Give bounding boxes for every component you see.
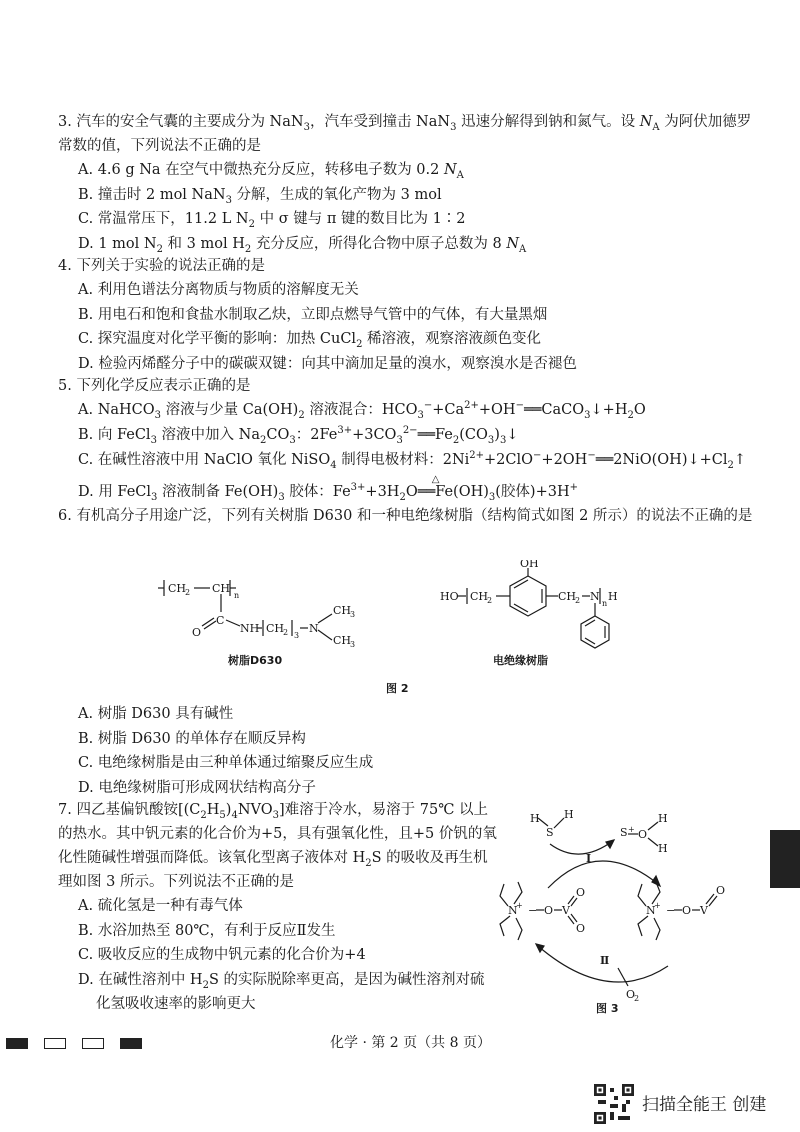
step-2-label: Ⅱ — [600, 954, 610, 967]
question-4-option-d: D. 检验丙烯醛分子中的碳碳双键：向其中滴加足量的溴水，观察溴水是否褪色 — [78, 355, 577, 372]
question-6-stem: 6. 有机高分子用途广泛，下列有关树脂 D630 和一种电绝缘树脂（结构简式如图 2 所示）的说法不正确的是 — [58, 508, 753, 524]
svg-text:3: 3 — [294, 631, 300, 640]
svg-text:2: 2 — [283, 628, 289, 637]
svg-text:O: O — [682, 904, 692, 917]
watermark-text: 扫描全能王 创建 — [642, 1095, 767, 1115]
svg-text:3: 3 — [350, 610, 356, 619]
qr-code-icon — [594, 1084, 634, 1124]
question-3-option-d: D. 1 mol $N_2$ 和 3 mol $H_2$ 充分反应，所得化合物中原子总数为 8 $N_A$ — [78, 235, 527, 255]
svg-text:CH: CH — [558, 590, 577, 603]
figure-2-caption: 图 2 — [386, 682, 409, 695]
svg-text:+: + — [628, 825, 635, 834]
question-5-option-b: B. 向 FeCl$_3$ 溶液中加入 $Na_2CO_3$：$2Fe^{3+}+3CO_3^{2-}══Fe_2(CO_3)_3↓$ — [78, 424, 519, 446]
svg-text:CH: CH — [333, 634, 352, 647]
question-7-option-c: C. 吸收反应的生成物中钒元素的化合价为+4 — [78, 947, 366, 963]
svg-text:+: + — [516, 901, 523, 910]
svg-text:V: V — [562, 904, 570, 917]
svg-text:OH: OH — [520, 560, 539, 570]
question-6-option-d: D. 电绝缘树脂可形成网状结构高分子 — [78, 779, 316, 796]
question-6-option-b: B. 树脂 D630 的单体存在顺反异构 — [78, 730, 306, 747]
svg-text:O: O — [192, 626, 202, 639]
svg-text:N: N — [590, 590, 600, 603]
mark-empty — [82, 1038, 104, 1049]
question-7-option-b: B. 水浴加热至 80℃，有利于反应Ⅱ发生 — [78, 922, 336, 939]
svg-text:3: 3 — [350, 640, 356, 648]
question-7-option-a: A. 硫化氢是一种有毒气体 — [78, 898, 243, 914]
registration-marks — [6, 1038, 142, 1049]
svg-text:N: N — [309, 622, 319, 635]
question-7 — [58, 798, 498, 1017]
svg-text:H: H — [658, 842, 668, 855]
question-4-option-b: B. 用电石和饱和食盐水制取乙炔，立即点燃导气管中的气体，有大量黑烟 — [78, 306, 548, 323]
step-1-label: Ⅰ — [586, 852, 592, 865]
question-4-option-a: A. 利用色谱法分离物质与物质的溶解度无关 — [78, 282, 359, 298]
resin-d630-label: 树脂D630 — [228, 654, 283, 667]
insulating-resin-label: 电绝缘树脂 — [493, 654, 548, 667]
question-3-option-a: A. 4.6 g Na 在空气中微热充分反应，转移电子数为 0.2 $N_A$ — [78, 162, 464, 181]
figure-3-caption: 图 3 — [596, 1002, 619, 1015]
question-6-option-a: A. 树脂 D630 具有碱性 — [78, 706, 234, 722]
svg-text:CH: CH — [470, 590, 489, 603]
svg-text:n: n — [234, 591, 240, 600]
question-3-option-c: C. 常温常压下，11.2 L $N_2$ 中 σ 键与 π 键的数目比为 1∶2 — [78, 211, 466, 230]
question-5-option-d: D. 用 FeCl$_3$ 溶液制备 $Fe(OH)_3$ 胶体：$Fe^{3+}+3H_2O$ △ $══Fe(OH)_3$(胶体)+3H+ — [78, 474, 578, 503]
question-5-option-a: A. NaHCO$_3$ 溶液与少量 $Ca(OH)_2$ 溶液混合：$HCO_3^-+Ca^{2+}+OH^-══CaCO_3↓+H_2O$ — [78, 400, 646, 421]
side-tab-marker — [770, 830, 800, 888]
insulating-resin-structure — [440, 560, 640, 660]
svg-text:O: O — [638, 828, 648, 841]
svg-text:n: n — [602, 599, 608, 608]
svg-text:HO: HO — [440, 590, 459, 603]
svg-text:O: O — [576, 922, 586, 935]
svg-text:O: O — [544, 904, 554, 917]
question-3-stem: 3. 汽车的安全气囊的主要成分为 NaN$_3$，汽车受到撞击 NaN$_3$ 迅速分解得到钠和氮气。设 $N_A$ 为阿伏加德罗常数的值，下列说法不正确的是 — [58, 114, 752, 154]
svg-text:O: O — [626, 988, 636, 1001]
question-3-option-b: B. 撞击时 2 mol NaN$_3$ 分解，生成的氧化产物为 3 mol — [78, 186, 442, 206]
question-4-stem: 4. 下列关于实验的说法正确的是 — [58, 258, 265, 274]
svg-text:N: N — [646, 904, 656, 917]
question-4-option-c: C. 探究温度对化学平衡的影响：加热 CuCl$_2$ 稀溶液，观察溶液颜色变化 — [78, 331, 542, 350]
question-5-option-c: C. 在碱性溶液中用 NaClO 氧化 NiSO$_4$ 制得电极材料：$2Ni^{2+}+2ClO^-+2OH^-══2NiO(OH)↓+Cl_2↑$ — [78, 450, 747, 471]
mark-empty — [44, 1038, 66, 1049]
question-5 — [58, 374, 758, 505]
question-4 — [58, 254, 758, 376]
svg-text:2: 2 — [185, 588, 191, 597]
svg-text:−: − — [528, 904, 538, 917]
question-5-stem: 5. 下列化学反应表示正确的是 — [58, 378, 251, 394]
svg-text:CH: CH — [212, 582, 231, 595]
svg-text:−: − — [666, 904, 676, 917]
mark-filled — [120, 1038, 142, 1049]
svg-text:2: 2 — [487, 596, 493, 605]
page-number: 化学 · 第 2 页（共 8 页） — [330, 1035, 491, 1051]
svg-text:2: 2 — [634, 994, 640, 1003]
question-7-option-d: D. 在碱性溶剂中 $H_2S$ 的实际脱除率更高，是因为碱性溶剂对硫化氢吸收速率的影响更大 — [78, 971, 485, 1012]
mark-filled — [6, 1038, 28, 1049]
svg-text:O: O — [716, 884, 726, 897]
svg-text:NH: NH — [240, 622, 260, 635]
svg-text:S: S — [546, 826, 554, 839]
svg-text:S: S — [620, 826, 628, 839]
svg-text:H: H — [608, 590, 618, 603]
svg-text:CH: CH — [266, 622, 285, 635]
svg-text:CH: CH — [333, 604, 352, 617]
resin-d630-structure — [150, 568, 370, 648]
question-6-options — [58, 702, 758, 800]
question-6-option-c: C. 电绝缘树脂是由三种单体通过缩聚反应生成 — [78, 755, 374, 771]
svg-text:C: C — [216, 614, 225, 627]
question-6 — [58, 504, 758, 528]
svg-text:V: V — [700, 904, 708, 917]
svg-text:+: + — [654, 901, 661, 910]
figure-3-mechanism — [488, 796, 738, 1016]
svg-text:H: H — [564, 808, 574, 821]
svg-text:N: N — [508, 904, 518, 917]
question-3 — [58, 110, 758, 256]
question-7-stem: 7. 四乙基偏钒酸铵$[(C_2H_5)_4NVO_3]$难溶于冷水，易溶于 75℃ 以上的热水。其中钒元素的化合价为+5，具有强氧化性，且+5 价钒的氧化性随碱性增强而降低。该氧化型离子液体对 $H_2S$ 的吸收及再生机理如图 3 所示。下列说法不正确的是 — [58, 802, 497, 890]
svg-text:O: O — [576, 886, 586, 899]
svg-text:H: H — [530, 812, 540, 825]
svg-text:CH: CH — [168, 582, 187, 595]
svg-text:H: H — [658, 812, 668, 825]
svg-text:2: 2 — [575, 596, 581, 605]
